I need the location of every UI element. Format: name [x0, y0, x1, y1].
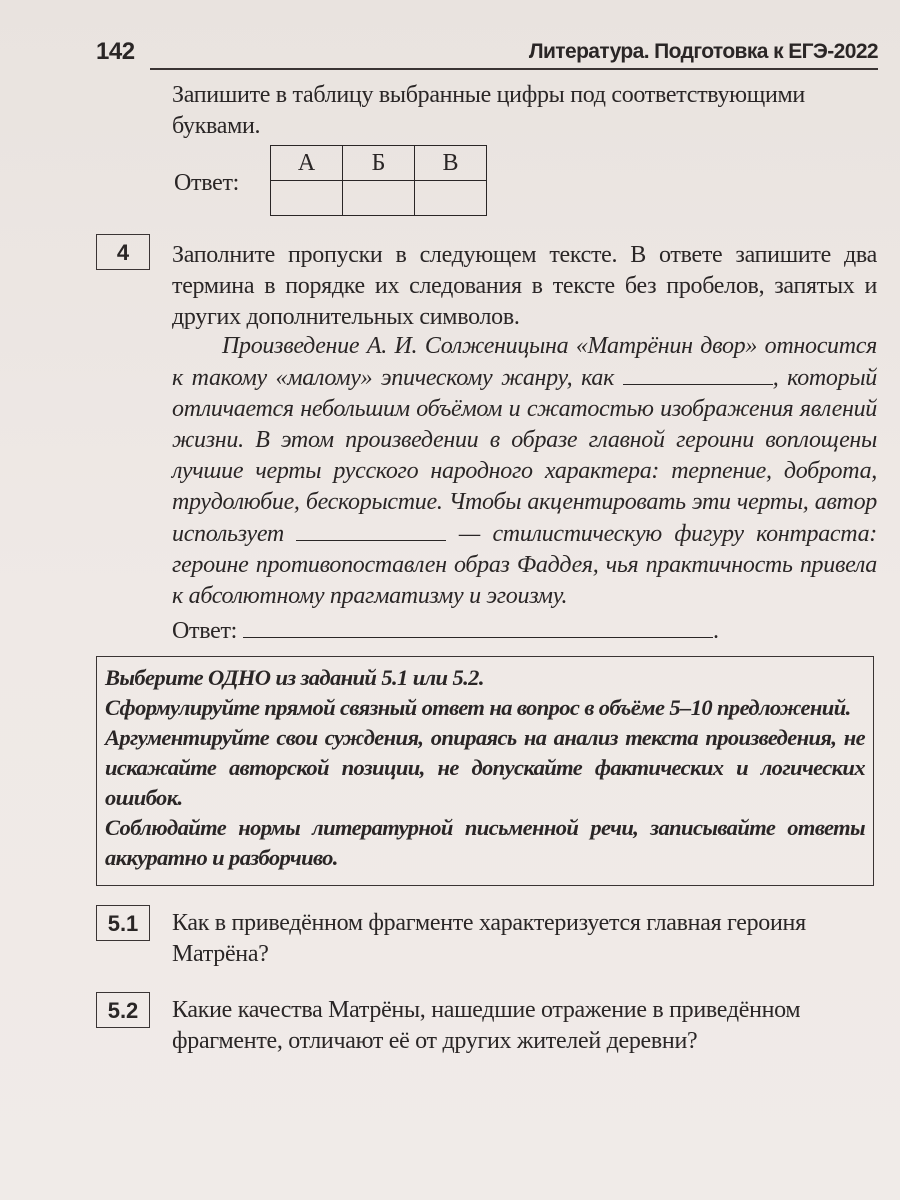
answer-cell-v[interactable]	[415, 181, 487, 216]
answer-table-header-a: А	[271, 146, 343, 181]
task4-answer-row	[172, 616, 719, 647]
gap-blank-1[interactable]	[623, 362, 773, 385]
page-number: 142	[96, 38, 135, 65]
task3-answer-label: Ответ:	[174, 170, 240, 196]
task-number-badge: 5.2	[96, 992, 150, 1028]
answer-period: .	[713, 618, 719, 644]
task4-gap-text	[172, 331, 877, 612]
answer-table-header-b: Б	[343, 146, 415, 181]
task-number-badge: 4	[96, 234, 150, 270]
instruction-line: Выберите ОДНО из заданий 5.1 или 5.2.	[105, 665, 484, 690]
task5-2-question: Какие качества Матрёны, нашедшие отражение в приведённом фрагменте, отличают её от других жителей деревни?	[172, 997, 801, 1054]
gap-text-part1: Произведение А. И. Солженицына «Матрёнин двор» относится к такому «малому» эпическому жанру, как	[172, 333, 877, 391]
task4-instruction: Заполните пропуски в следующем тексте. В ответе запишите два термина в порядке их следования в тексте без пробелов, запятых и других дополнительных символов.	[172, 242, 877, 330]
header-divider	[150, 68, 878, 70]
answer-cell-b[interactable]	[343, 181, 415, 216]
gap-text-part2: , который отличается небольшим объёмом и сжатостью изображения явлений жизни. В этом произведении в образе главной героини воплощены лучшие черты русского народного характера: терпение, доброта, трудолюбие, бескорыстие. Чтобы акцентировать эти черты, автор использует	[172, 365, 877, 547]
task3-table-instruction: Запишите в таблицу выбранные цифры под соответствующими буквами.	[172, 82, 805, 139]
task5-1-question: Как в приведённом фрагменте характеризуется главная героиня Матрёна?	[172, 910, 806, 967]
task4-answer-line[interactable]	[243, 617, 713, 638]
answer-table	[270, 145, 487, 216]
instructions-box	[96, 656, 874, 886]
task-number-badge: 5.1	[96, 905, 150, 941]
gap-text-part3: — стилистическую фигуру контраста: героине противопоставлен образ Фаддея, чья практичность привела к абсолютному прагматизму и эгоизму.	[172, 521, 877, 609]
answer-cell-a[interactable]	[271, 181, 343, 216]
answer-table-header-v: В	[415, 146, 487, 181]
instruction-line: Аргументируйте свои суждения, опираясь на анализ текста произведения, не искажайте авторской позиции, не допускайте фактических и логических ошибок.	[105, 725, 865, 810]
instruction-line: Соблюдайте нормы литературной письменной речи, записывайте ответы аккуратно и разборчиво.	[105, 815, 865, 870]
task4-answer-label: Ответ:	[172, 618, 238, 644]
running-title: Литература. Подготовка к ЕГЭ-2022	[528, 40, 878, 63]
gap-blank-2[interactable]	[296, 518, 446, 541]
instruction-line: Сформулируйте прямой связный ответ на вопрос в объёме 5–10 предложений.	[105, 695, 851, 720]
page-header	[96, 38, 878, 68]
